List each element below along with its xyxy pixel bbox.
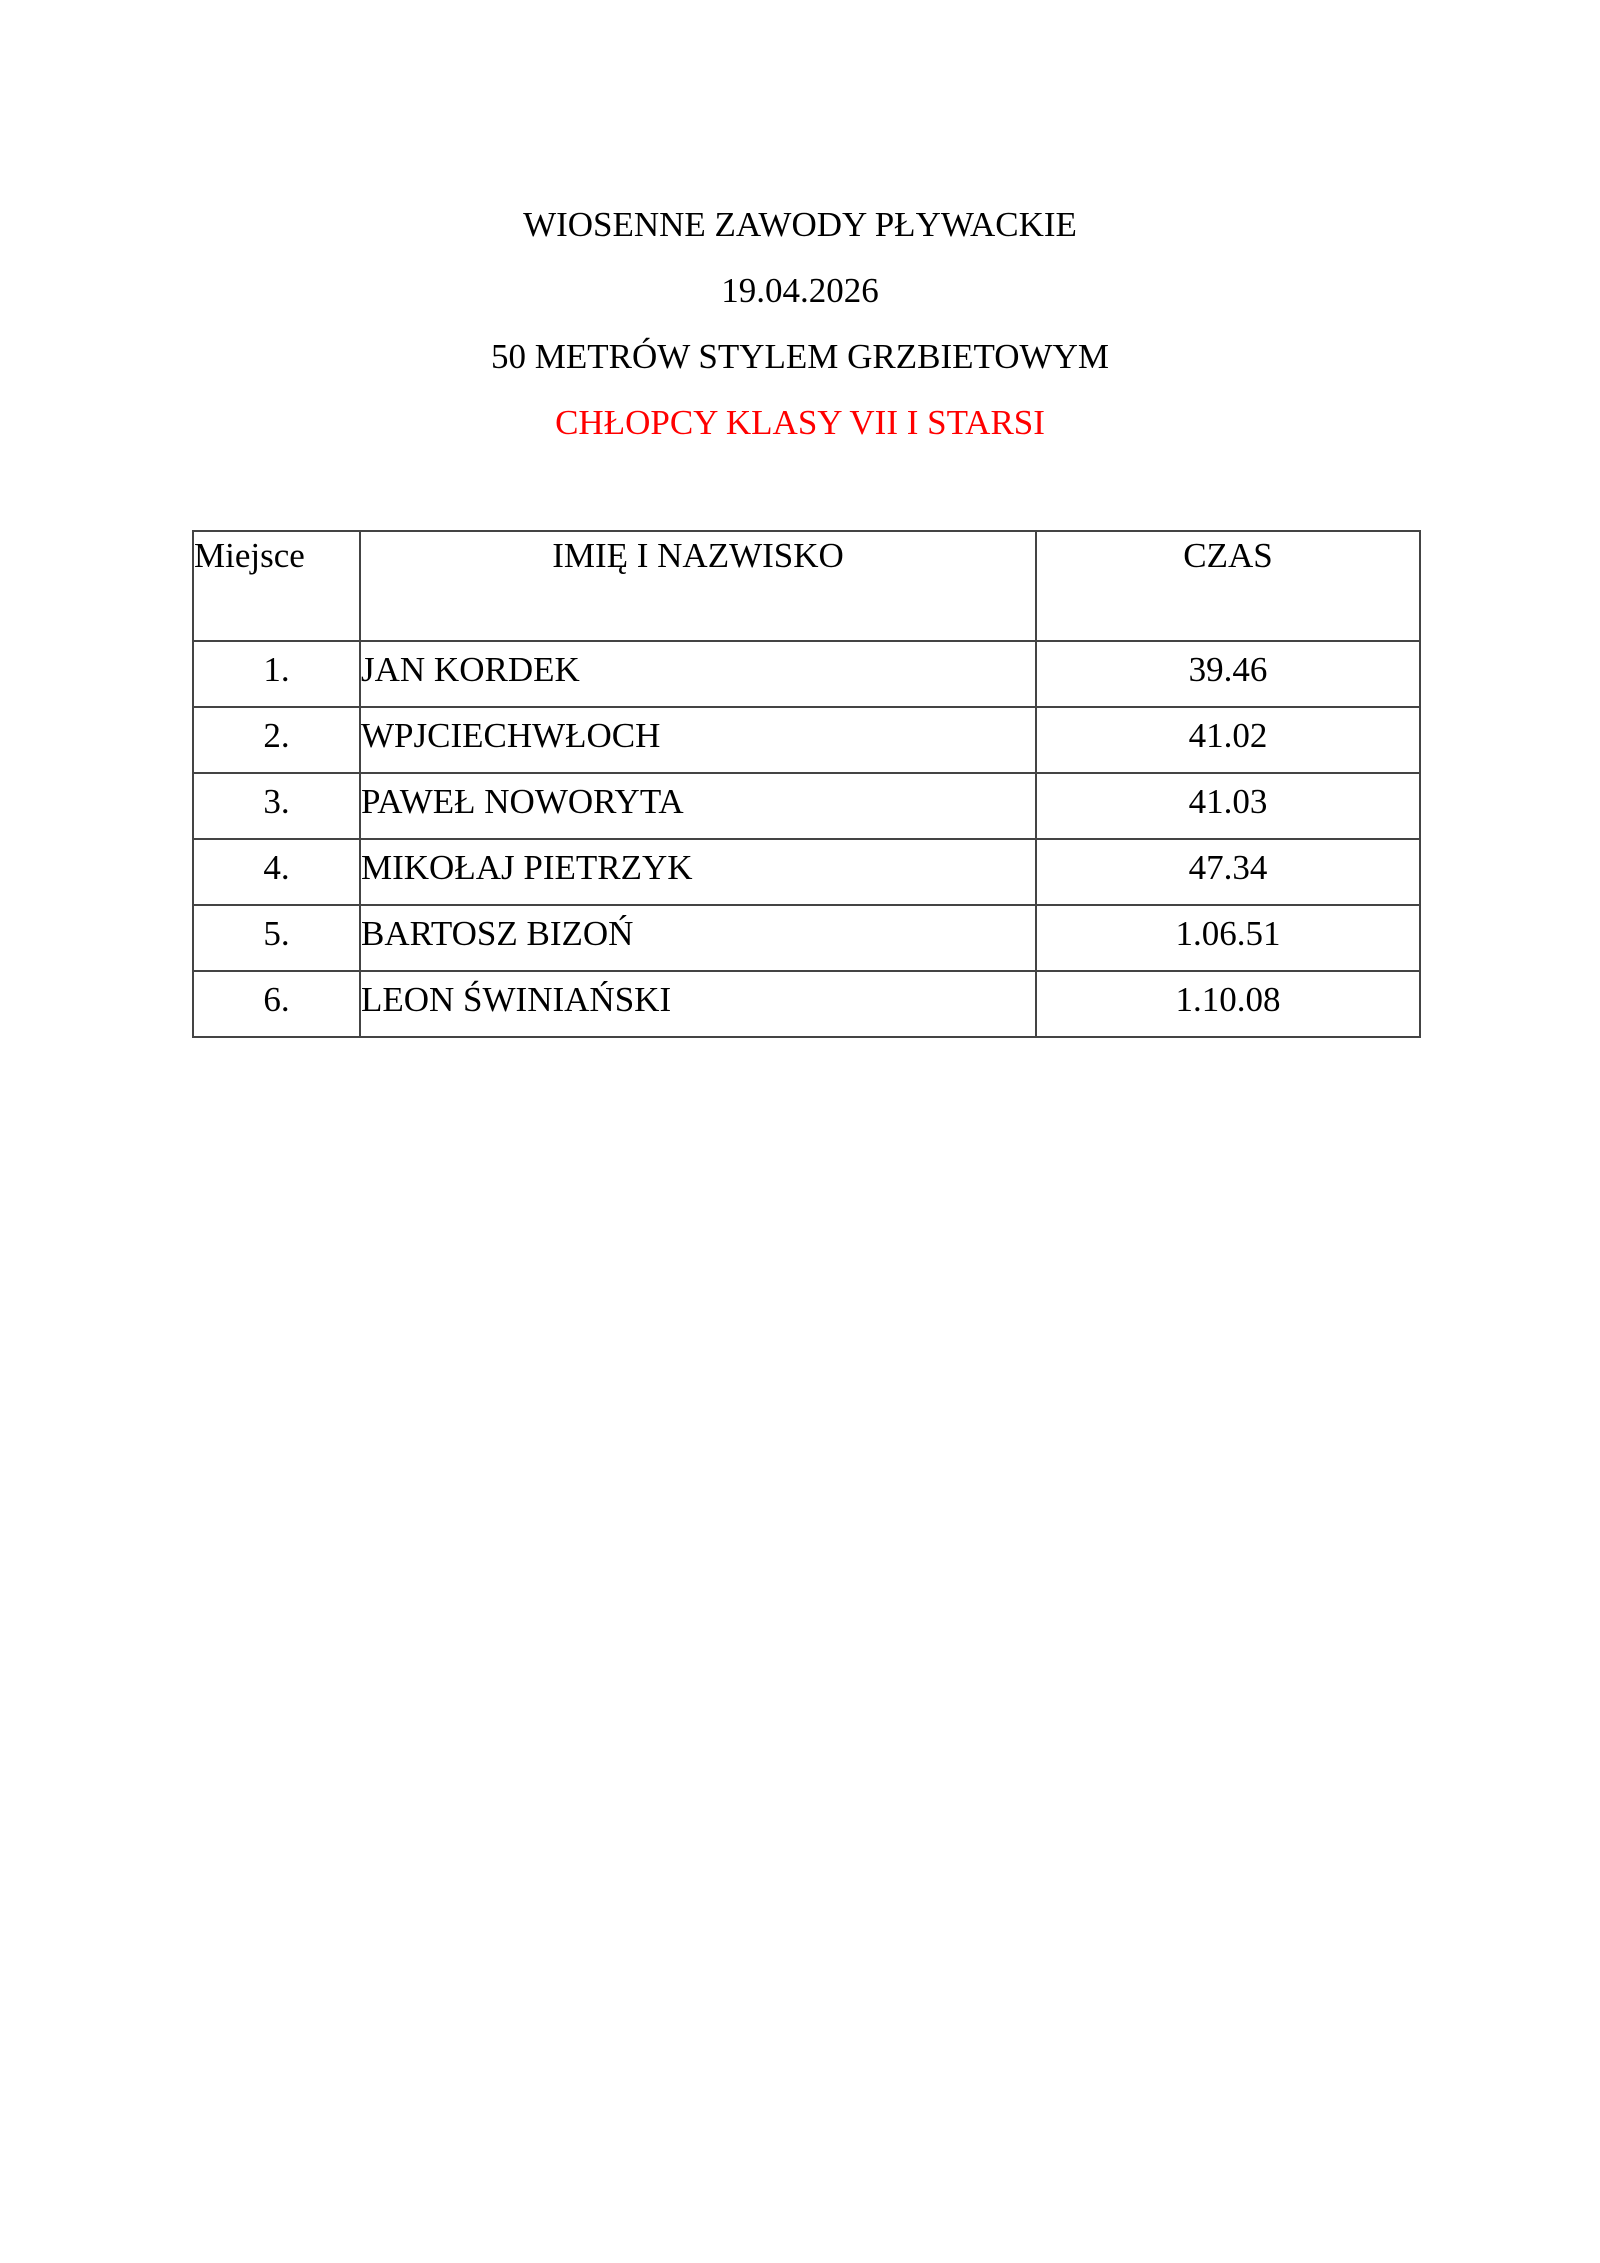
table-row [193, 707, 1420, 773]
table-header-row [193, 531, 1420, 641]
row-place: 1. [193, 641, 360, 707]
row-name: WPJCIECHWŁOCH [360, 707, 1036, 773]
results-table [192, 530, 1421, 1038]
row-time: 41.02 [1036, 707, 1420, 773]
row-time: 47.34 [1036, 839, 1420, 905]
row-time: 41.03 [1036, 773, 1420, 839]
row-name: PAWEŁ NOWORYTA [360, 773, 1036, 839]
table-row [193, 971, 1420, 1037]
competition-title: WIOSENNE ZAWODY PŁYWACKIE [523, 205, 1077, 244]
header-name: IMIĘ I NAZWISKO [360, 531, 1036, 641]
document-header [0, 192, 1600, 456]
header-place: Miejsce [193, 531, 360, 641]
event-name: 50 METRÓW STYLEM GRZBIETOWYM [491, 337, 1109, 376]
row-place: 3. [193, 773, 360, 839]
table-row [193, 905, 1420, 971]
row-time: 39.46 [1036, 641, 1420, 707]
row-place: 5. [193, 905, 360, 971]
row-place: 4. [193, 839, 360, 905]
row-name: JAN KORDEK [360, 641, 1036, 707]
header-time: CZAS [1036, 531, 1420, 641]
row-time: 1.06.51 [1036, 905, 1420, 971]
row-time: 1.10.08 [1036, 971, 1420, 1037]
table-row [193, 839, 1420, 905]
row-name: LEON ŚWINIAŃSKI [360, 971, 1036, 1037]
row-name: MIKOŁAJ PIETRZYK [360, 839, 1036, 905]
category-label: CHŁOPCY KLASY VII I STARSI [555, 403, 1045, 442]
row-name: BARTOSZ BIZOŃ [360, 905, 1036, 971]
row-place: 6. [193, 971, 360, 1037]
table-row [193, 773, 1420, 839]
row-place: 2. [193, 707, 360, 773]
table-row [193, 641, 1420, 707]
competition-date: 19.04.2026 [721, 271, 879, 310]
